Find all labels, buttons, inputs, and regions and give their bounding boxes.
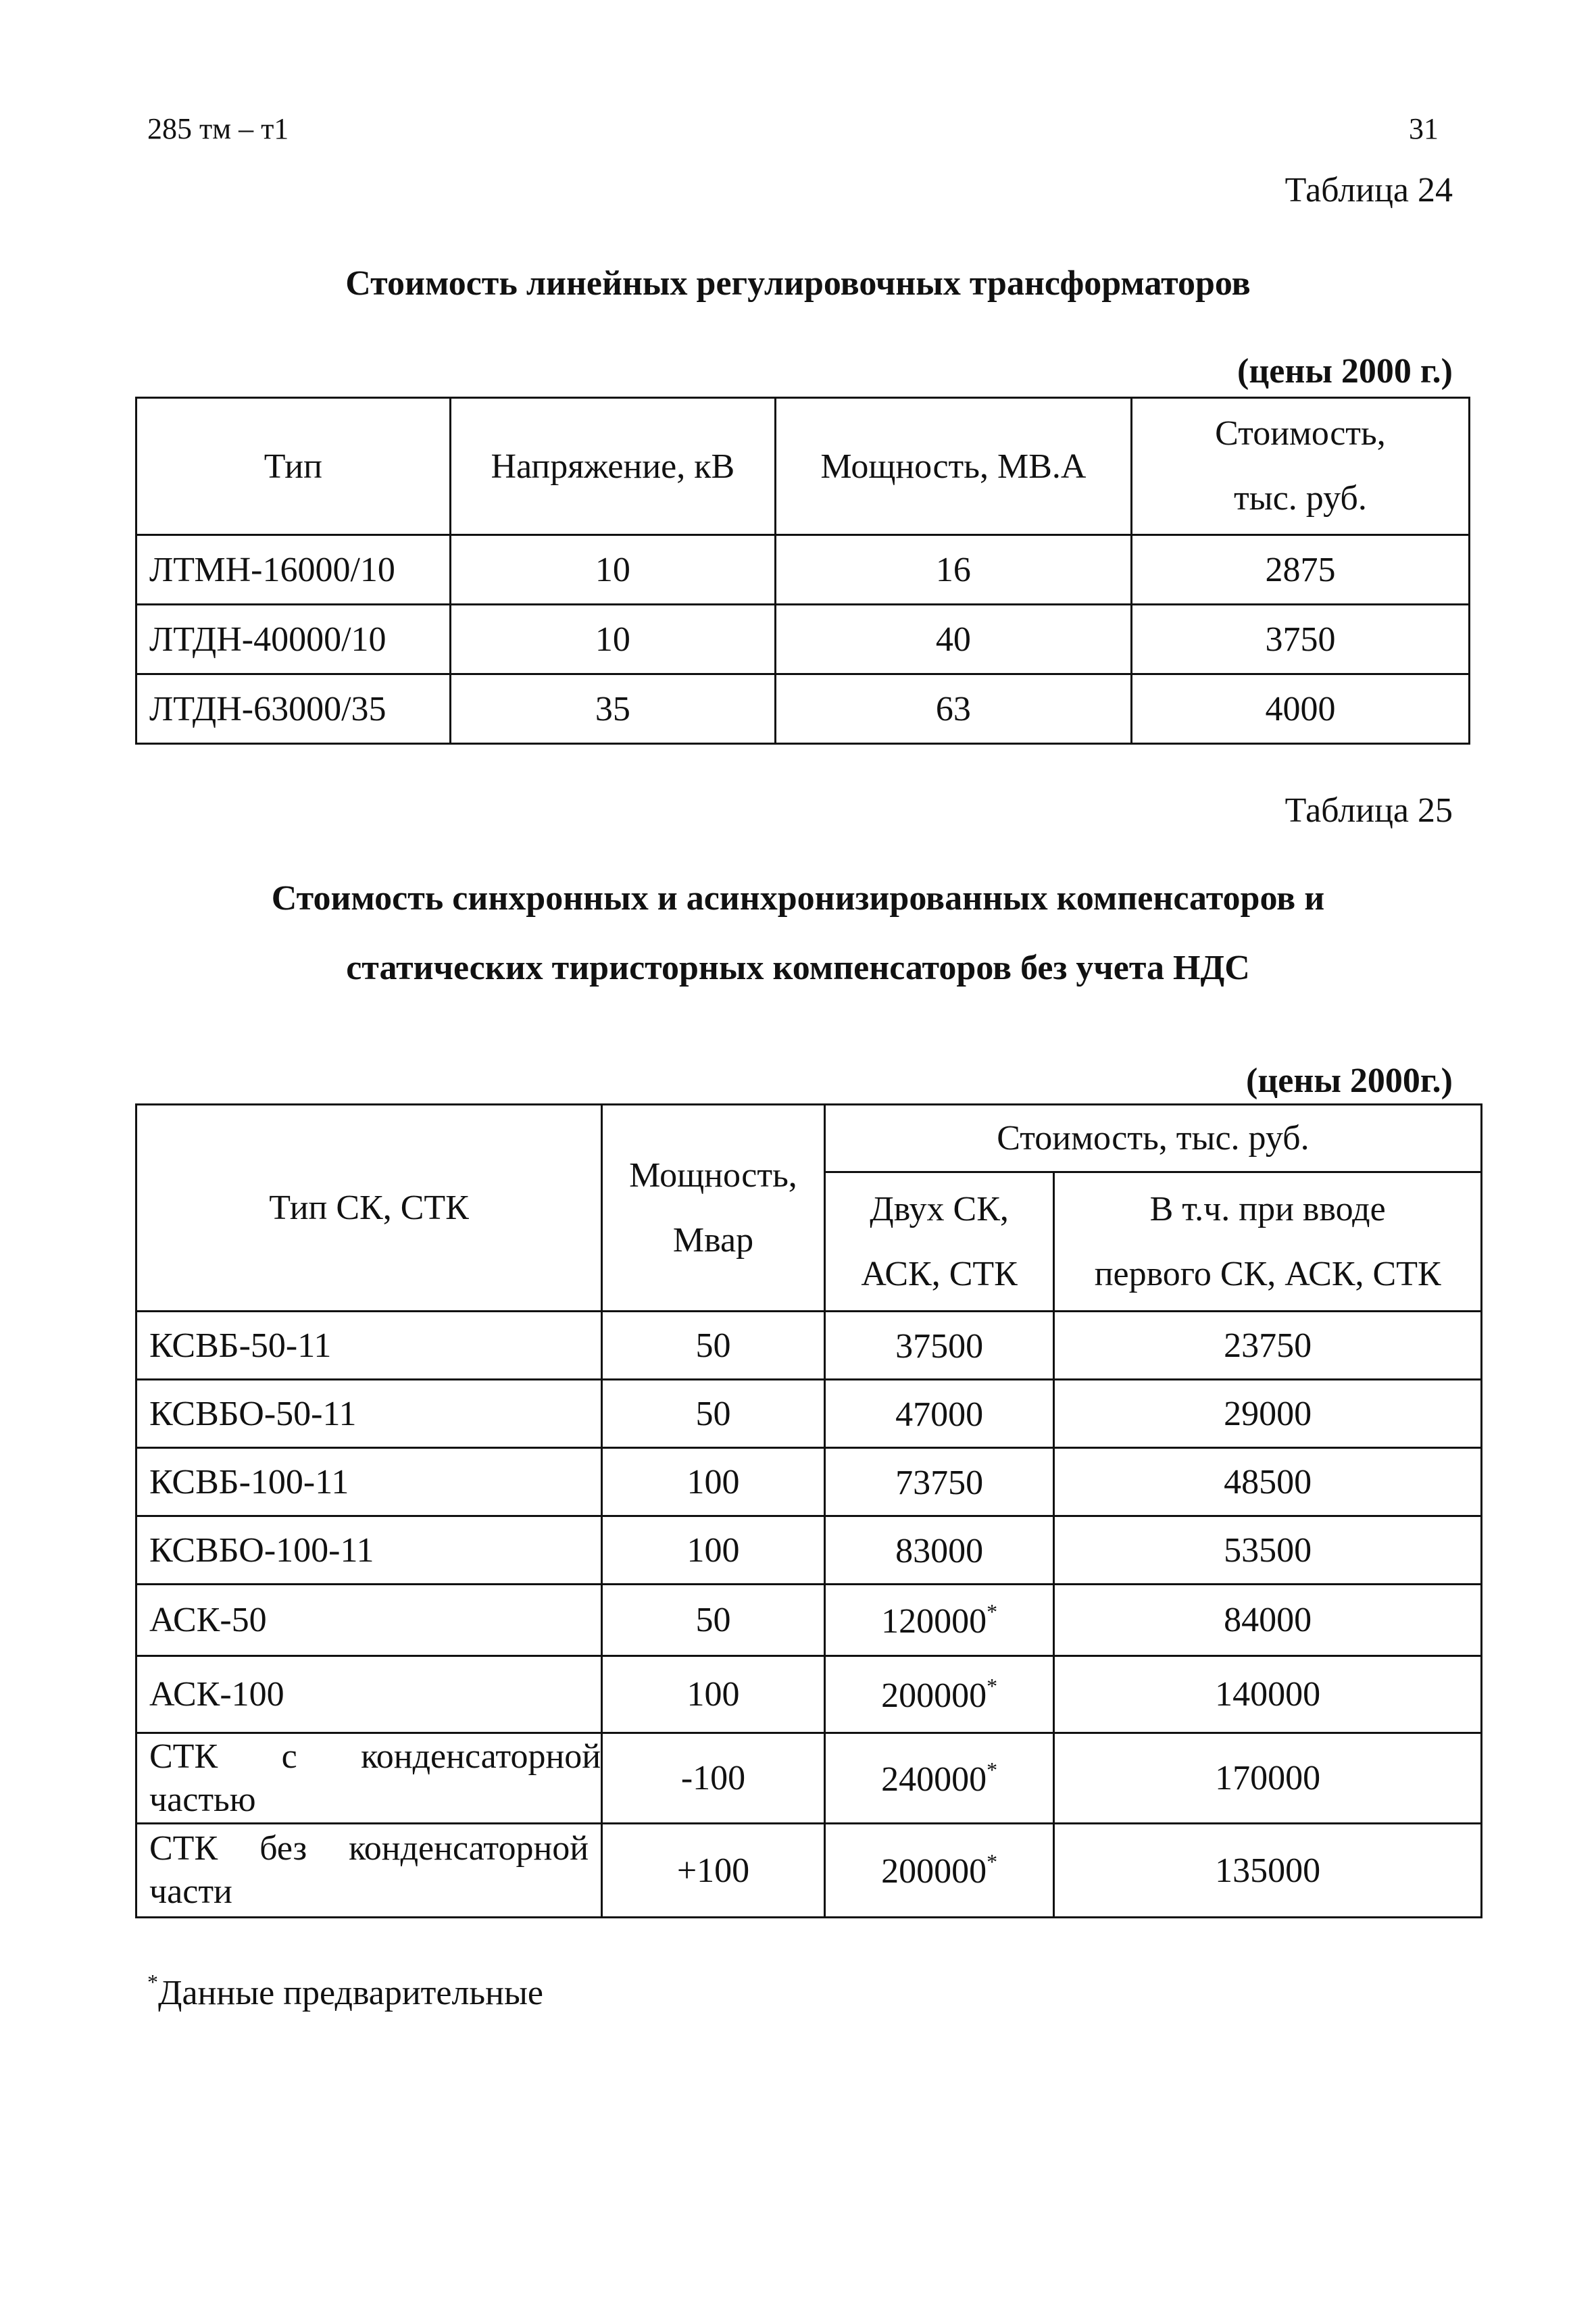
header-type: Тип СК, СТК — [136, 1105, 602, 1312]
cell-cost-two — [824, 1516, 1054, 1585]
header-cost-two — [824, 1172, 1054, 1312]
asterisk-mark: * — [987, 1757, 998, 1782]
cell-cost-first: 48500 — [1054, 1448, 1482, 1516]
table-25-label: Таблица 25 — [1285, 791, 1453, 830]
table-25-prices-note: (цены 2000г.) — [1246, 1062, 1453, 1100]
header-cost-first-line1: В т.ч. при вводе — [1149, 1189, 1386, 1228]
cell-cost: 4000 — [1131, 674, 1469, 744]
cell-cost: 2875 — [1131, 535, 1469, 605]
cell-cost-two — [824, 1824, 1054, 1918]
cost-value: 37500 — [895, 1327, 984, 1366]
cell-type-line1: СТК с конденсаторной — [149, 1737, 601, 1776]
cell-power: 63 — [775, 674, 1131, 744]
header-power-line2: Мвар — [672, 1220, 754, 1260]
cost-value: 200000 — [881, 1676, 987, 1715]
header-cost-two-line2: АСК, СТК — [861, 1254, 1018, 1293]
cost-value: 120000 — [881, 1601, 987, 1641]
footnote-mark: * — [147, 1970, 158, 1994]
cell-type: КСВБО-100-11 — [136, 1516, 602, 1585]
header-power-line1: Мощность, — [629, 1155, 797, 1195]
cell-power: +100 — [602, 1824, 825, 1918]
cell-type: КСВБ-50-11 — [136, 1312, 602, 1380]
cell-cost-two — [824, 1585, 1054, 1656]
cell-type — [136, 1733, 602, 1824]
cost-value: 47000 — [895, 1395, 984, 1434]
cell-type: КСВБ-100-11 — [136, 1448, 602, 1516]
page-number: 31 — [1409, 112, 1439, 145]
cell-cost-first: 140000 — [1054, 1656, 1482, 1733]
cell-cost-first: 53500 — [1054, 1516, 1482, 1585]
header-cost-first-line2: первого СК, АСК, СТК — [1094, 1254, 1441, 1293]
cell-type-line1: СТК без конденсаторной — [149, 1829, 589, 1868]
cost-value: 200000 — [881, 1852, 987, 1891]
cell-cost-two — [824, 1733, 1054, 1824]
header-voltage: Напряжение, кВ — [450, 398, 775, 535]
cost-value: 83000 — [895, 1532, 984, 1570]
header-power: Мощность, МВ.А — [775, 398, 1131, 535]
cell-power: 50 — [602, 1312, 825, 1380]
table-row — [136, 674, 1470, 744]
cell-type — [136, 1824, 602, 1918]
footnote — [147, 1970, 543, 2013]
cell-power: 50 — [602, 1380, 825, 1448]
table-24-prices-note: (цены 2000 г.) — [1237, 352, 1453, 391]
cell-power: 16 — [775, 535, 1131, 605]
cell-cost-first: 23750 — [1054, 1312, 1482, 1380]
cell-power: 50 — [602, 1585, 825, 1656]
table-header-row — [136, 1105, 1482, 1172]
header-cost-two-line1: Двух СК, — [870, 1189, 1009, 1228]
document-code: 285 тм – т1 — [147, 112, 289, 145]
header-cost-line1: Стоимость, — [1215, 414, 1386, 453]
cell-power: -100 — [602, 1733, 825, 1824]
cell-type-line2: части — [149, 1872, 232, 1911]
table-row — [136, 1448, 1482, 1516]
table-row — [136, 1516, 1482, 1585]
cell-power: 100 — [602, 1448, 825, 1516]
table-row — [136, 1656, 1482, 1733]
asterisk-mark: * — [987, 1849, 998, 1874]
cell-power: 100 — [602, 1656, 825, 1733]
cell-cost-two — [824, 1448, 1054, 1516]
table-25-title-line1: Стоимость синхронных и асинхронизированных компенсаторов и — [271, 879, 1325, 918]
table-row — [136, 1824, 1482, 1918]
header-type: Тип — [136, 398, 451, 535]
asterisk-mark: * — [987, 1673, 998, 1698]
table-24 — [135, 397, 1470, 745]
cell-type: ЛТДН-40000/10 — [136, 605, 451, 674]
cell-cost-first: 170000 — [1054, 1733, 1482, 1824]
table-row — [136, 605, 1470, 674]
cell-cost-two — [824, 1380, 1054, 1448]
header-power — [602, 1105, 825, 1312]
cell-cost-first: 135000 — [1054, 1824, 1482, 1918]
table-row — [136, 1585, 1482, 1656]
table-row — [136, 1380, 1482, 1448]
asterisk-mark: * — [987, 1599, 998, 1624]
cell-type: ЛТДН-63000/35 — [136, 674, 451, 744]
cell-cost: 3750 — [1131, 605, 1469, 674]
cell-power: 100 — [602, 1516, 825, 1585]
table-row — [136, 535, 1470, 605]
cell-cost-first: 29000 — [1054, 1380, 1482, 1448]
cell-voltage: 35 — [450, 674, 775, 744]
header-cost — [1131, 398, 1469, 535]
cell-type-line2: частью — [149, 1780, 256, 1819]
table-25 — [135, 1103, 1482, 1918]
table-row — [136, 1312, 1482, 1380]
footnote-text: Данные предварительные — [158, 1974, 543, 2012]
header-cost-group: Стоимость, тыс. руб. — [824, 1105, 1481, 1172]
table-row — [136, 1733, 1482, 1824]
table-header-row — [136, 398, 1470, 535]
cost-value: 240000 — [881, 1760, 987, 1799]
cell-voltage: 10 — [450, 535, 775, 605]
header-cost-first — [1054, 1172, 1482, 1312]
cell-type: КСВБО-50-11 — [136, 1380, 602, 1448]
table-24-label: Таблица 24 — [1285, 171, 1453, 209]
header-cost-line2: тыс. руб. — [1234, 479, 1367, 518]
cell-type: ЛТМН-16000/10 — [136, 535, 451, 605]
cell-type: АСК-50 — [136, 1585, 602, 1656]
cell-power: 40 — [775, 605, 1131, 674]
cost-value: 73750 — [895, 1464, 984, 1502]
cell-cost-two — [824, 1656, 1054, 1733]
table-25-title-line2: статических тиристорных компенсаторов без учета НДС — [346, 949, 1250, 987]
cell-cost-first: 84000 — [1054, 1585, 1482, 1656]
cell-cost-two — [824, 1312, 1054, 1380]
cell-voltage: 10 — [450, 605, 775, 674]
table-24-title: Стоимость линейных регулировочных трансформаторов — [345, 264, 1251, 303]
cell-type: АСК-100 — [136, 1656, 602, 1733]
